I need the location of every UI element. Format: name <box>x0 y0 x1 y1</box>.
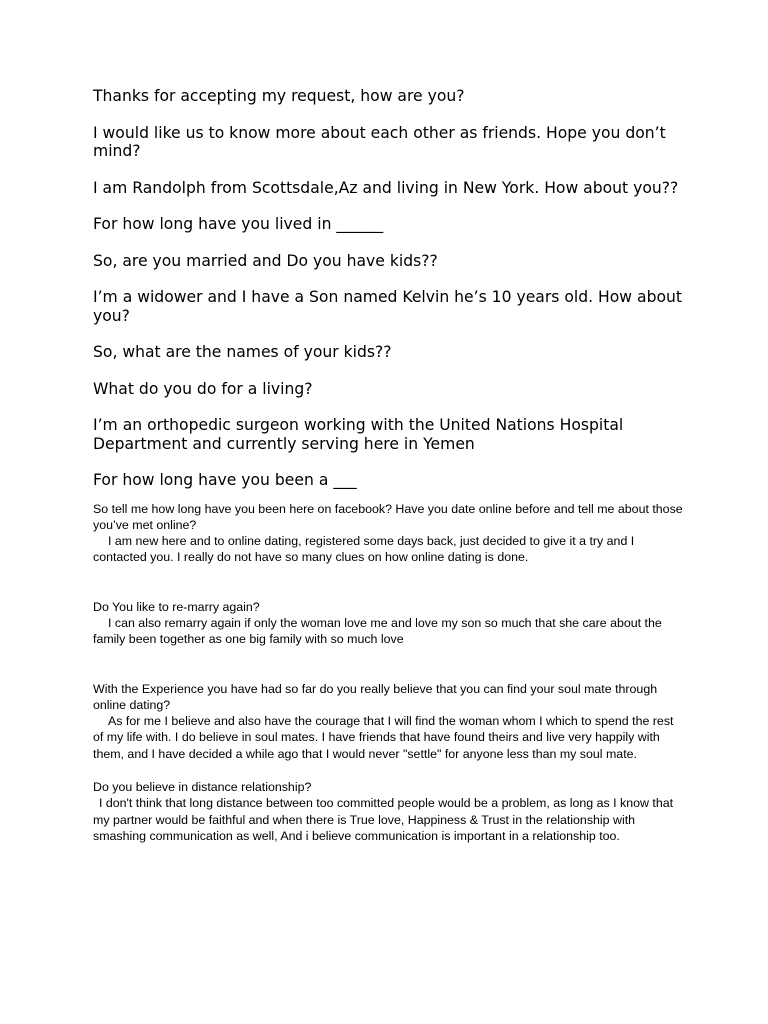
qa-question: With the Experience you have had so far do you really believe that you can find your soul mate through online dating? <box>93 681 658 712</box>
qa-block-soul-mate <box>93 681 683 762</box>
qa-answer: I don't think that long distance between too committed people would be a problem, as long as I know that my partner would be faithful and when there is True love, Happiness & Trust in the relationship with smashing communication as well, And i believe communication is important in a relationship too. <box>93 796 674 843</box>
line-how-long-been: For how long have you been a ___ <box>93 471 357 489</box>
qa-question: Do You like to re-marry again? <box>93 599 260 614</box>
qa-answer: I am new here and to online dating, registered some days back, just decided to give it a try and I contacted you. I really do not have so many clues on how online dating is done. <box>93 534 635 565</box>
line-greeting: Thanks for accepting my request, how are you? <box>93 87 465 105</box>
qa-block-remarry <box>93 599 683 648</box>
line-intro: I am Randolph from Scottsdale,Az and living in New York. How about you?? <box>93 178 679 197</box>
qa-block-distance <box>93 779 683 844</box>
spacer <box>93 762 683 779</box>
line-lived-how-long: For how long have you lived in ______ <box>93 215 384 233</box>
line-living: What do you do for a living? <box>93 379 313 398</box>
qa-answer: As for me I believe and also have the courage that I will find the woman whom I which to spend the rest of my life with. I do believe in soul mates. I have friends that have found theirs and live very happily with them, and I have decided a while ago that I would never "settle" for anyone less than my soul mate. <box>93 714 674 761</box>
spacer <box>93 648 683 681</box>
qa-answer: I can also remarry again if only the woman love me and love my son so much that she care about the family been together as one big family with so much love <box>93 615 662 647</box>
line-married-kids: So, are you married and Do you have kids?? <box>93 251 438 270</box>
document-page <box>93 87 683 844</box>
line-surgeon: I’m an orthopedic surgeon working with the United Nations Hospital Department and currently serving here in Yemen <box>93 416 624 453</box>
line-friends: I would like us to know more about each other as friends. Hope you don’t mind? <box>93 123 666 160</box>
line-kids-names: So, what are the names of your kids?? <box>93 343 392 361</box>
line-widower: I’m a widower and I have a Son named Kelvin he’s 10 years old. How about you? <box>93 288 683 325</box>
qa-question: So tell me how long have you been here on facebook? Have you date online before and tell me about those you’ve met online? <box>93 501 683 532</box>
qa-block-facebook <box>93 501 683 566</box>
spacer <box>93 566 683 599</box>
qa-question: Do you believe in distance relationship? <box>93 780 312 795</box>
